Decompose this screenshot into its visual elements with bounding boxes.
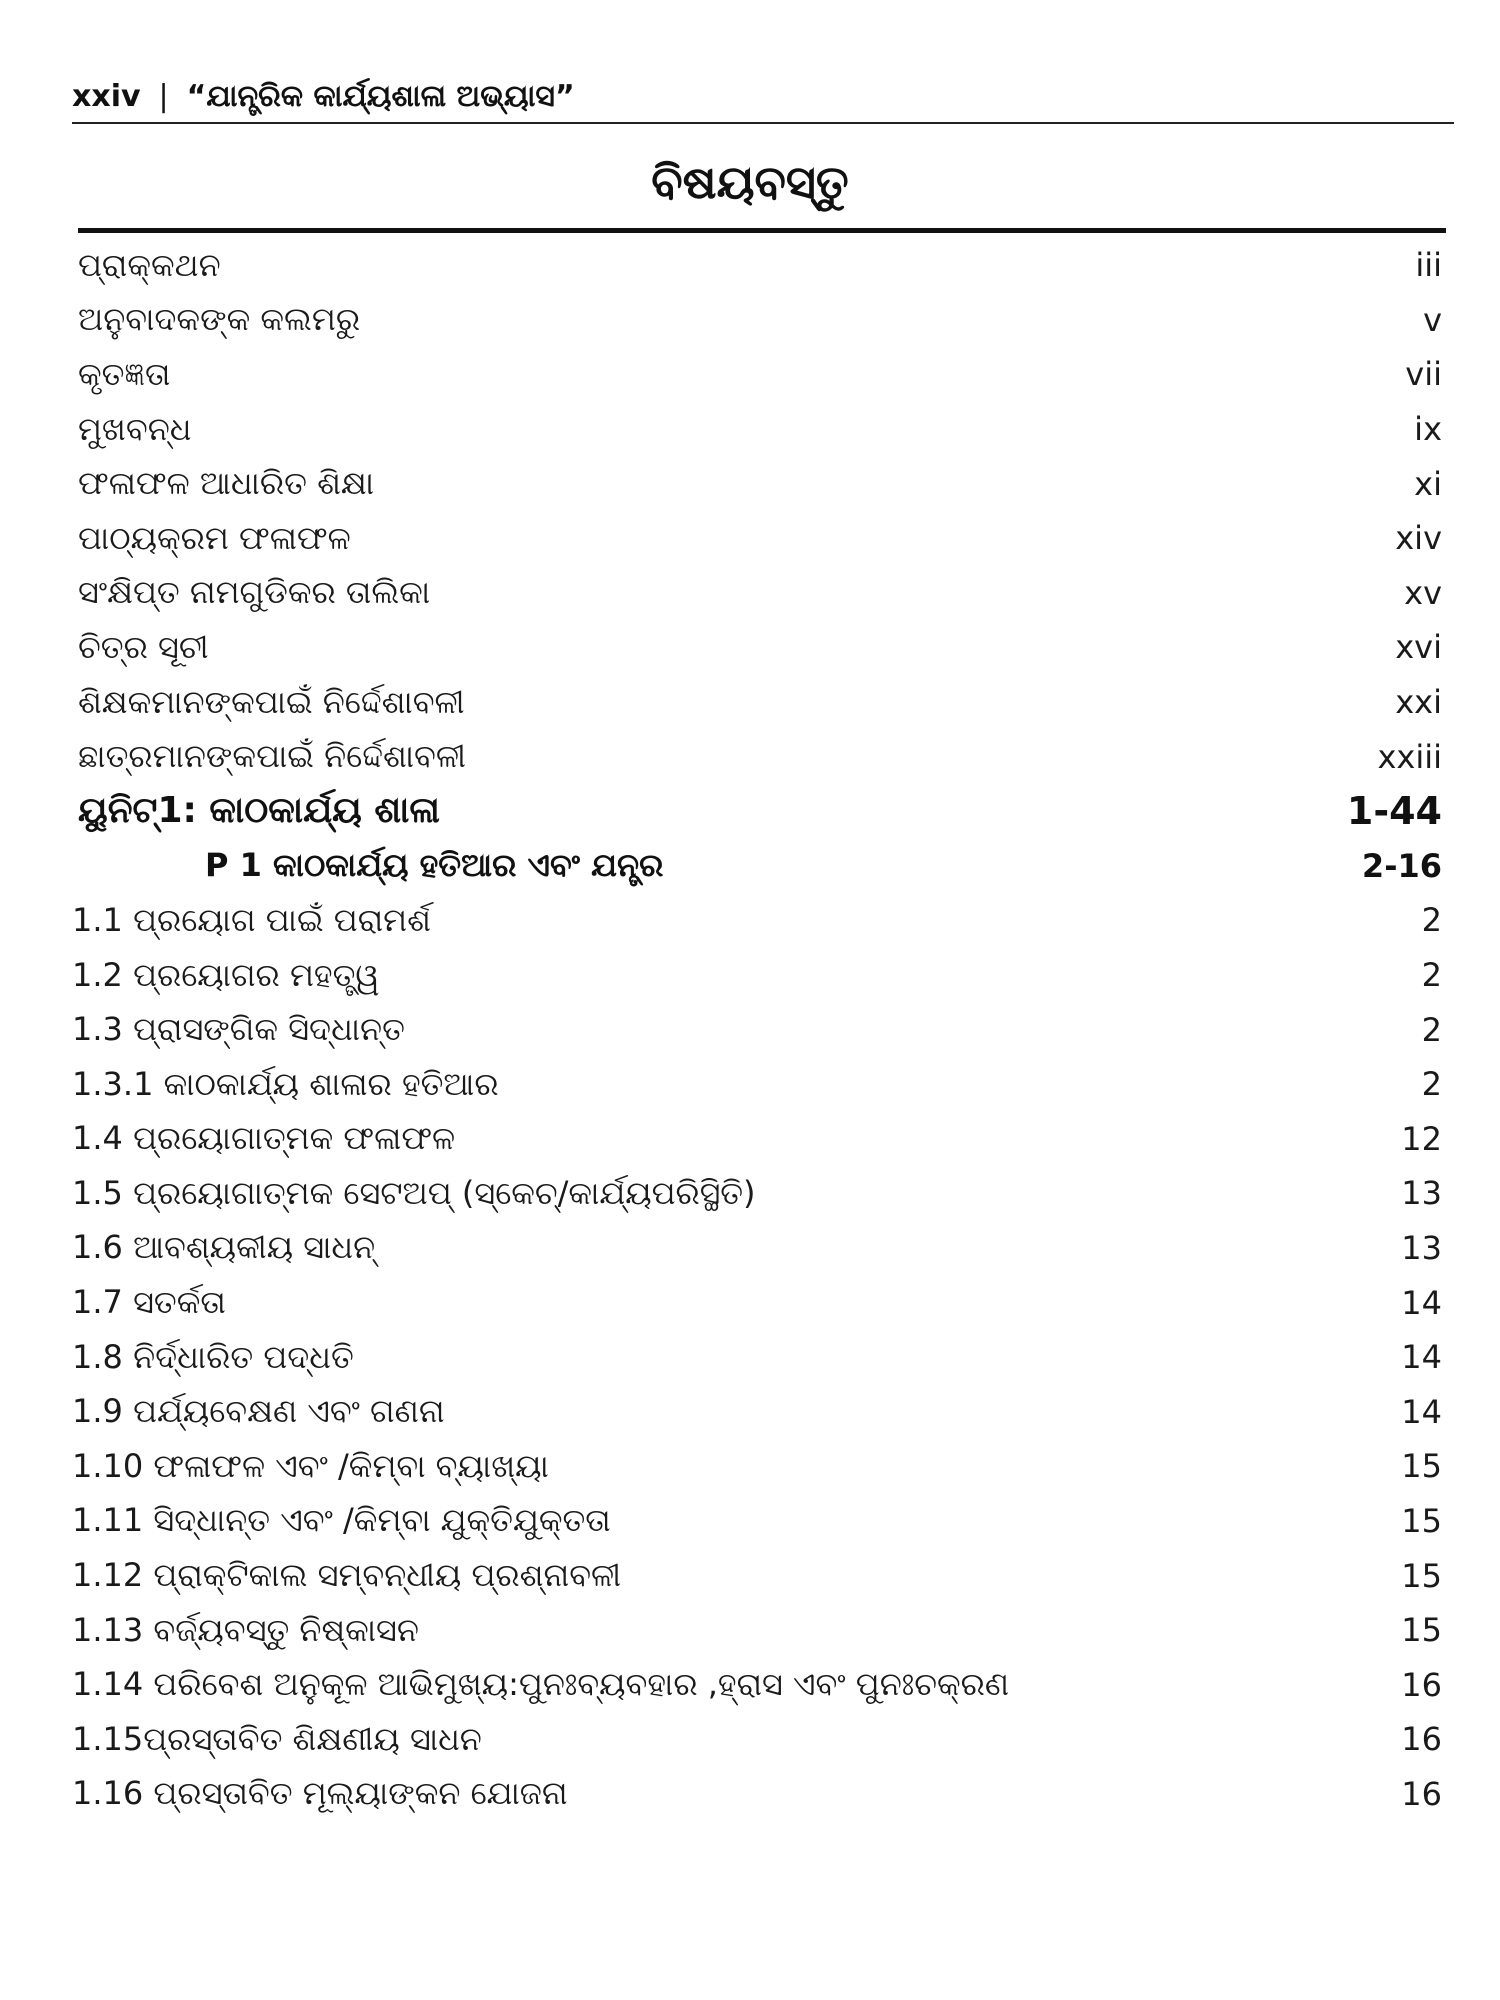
- toc-row-practical-1[interactable]: [0, 839, 1500, 894]
- toc-entry-label: ଛାତ୍ରମାନଙ୍କପାଇଁ ନିର୍ଦ୍ଦେଶାବଳୀ: [78, 737, 466, 776]
- toc-entry-label: 1.12 ପ୍ରାକ୍ଟିକାଲ ସମ୍ବନ୍ଧୀୟ ପ୍ରଶ୍ନାବଳୀ: [72, 1556, 622, 1595]
- toc-entry-page: xvi: [1395, 628, 1442, 667]
- toc-entry-page: 12: [1401, 1119, 1442, 1158]
- toc-entry-page: 2: [1421, 901, 1442, 940]
- toc-row-section-1-16[interactable]: [0, 1767, 1500, 1822]
- toc-row-section-1-5[interactable]: [0, 1166, 1500, 1221]
- toc-row-section-1-14[interactable]: [0, 1657, 1500, 1712]
- toc-entry-page: xv: [1404, 573, 1442, 612]
- toc-row-front-8[interactable]: [0, 620, 1500, 675]
- toc-entry-page: ix: [1414, 410, 1442, 449]
- toc-entry-page: xi: [1414, 464, 1442, 503]
- toc-entry-label: ସଂକ୍ଷିପ୍ତ ନାମଗୁଡିକର ତାଲିକା: [78, 573, 431, 612]
- toc-row-section-1-2[interactable]: [0, 948, 1500, 1003]
- header-rule: [72, 122, 1454, 124]
- toc-row-section-1-13[interactable]: [0, 1603, 1500, 1658]
- toc-entry-page: 2: [1421, 956, 1442, 995]
- title-rule: [78, 228, 1446, 233]
- toc-entry-page: 2: [1421, 1065, 1442, 1104]
- toc-entry-label: 1.11 ସିଦ୍ଧାନ୍ତ ଏବଂ /କିମ୍ବା ଯୁକ୍ତିଯୁକ୍ତତା: [72, 1501, 611, 1540]
- toc-entry-page: 13: [1401, 1174, 1442, 1213]
- running-header: [72, 72, 1452, 120]
- toc-entry-label: କୃତଜ୍ଞତା: [78, 354, 171, 393]
- toc-row-front-2[interactable]: [0, 293, 1500, 348]
- toc-row-section-1-9[interactable]: [0, 1384, 1500, 1439]
- toc-entry-page: 16: [1401, 1774, 1442, 1813]
- toc-entry-label: 1.1 ପ୍ରୟୋଗ ପାଇଁ ପରାମର୍ଶ: [72, 900, 431, 939]
- unit-heading-label: ୟୁନିଟ୍1: କାଠକାର୍ଯ୍ୟ ଶାଳା: [78, 790, 440, 832]
- toc-entry-page: 14: [1401, 1283, 1442, 1322]
- table-of-contents: [0, 238, 1500, 1821]
- toc-entry-label: ପ୍ରାକ୍କଥନ: [78, 245, 221, 284]
- toc-entry-label: ମୁଖବନ୍ଧ: [78, 409, 192, 448]
- toc-entry-page: 14: [1401, 1392, 1442, 1431]
- toc-entry-page: 15: [1401, 1611, 1442, 1650]
- toc-entry-label: 1.16 ପ୍ରସ୍ତାବିତ ମୂଲ୍ୟାଙ୍କନ ଯୋଜନା: [72, 1774, 568, 1813]
- toc-entry-page: 14: [1401, 1338, 1442, 1377]
- toc-entry-label: 1.3.1 କାଠକାର୍ଯ୍ୟ ଶାଳାର ହତିଆର: [72, 1064, 499, 1103]
- toc-row-section-1-7[interactable]: [0, 1275, 1500, 1330]
- toc-row-section-1-3[interactable]: [0, 1002, 1500, 1057]
- header-separator: |: [158, 78, 169, 114]
- toc-row-front-5[interactable]: [0, 456, 1500, 511]
- header-book-title: “ଯାନ୍ତ୍ରିକ କାର୍ଯ୍ୟଶାଳା ଅଭ୍ୟାସ”: [186, 78, 575, 114]
- toc-entry-label: ପାଠ୍ୟକ୍ରମ ଫଳାଫଳ: [78, 518, 351, 557]
- toc-row-front-10[interactable]: [0, 729, 1500, 784]
- toc-row-section-1-4[interactable]: [0, 1112, 1500, 1167]
- toc-entry-label: 1.15ପ୍ରସ୍ତାବିତ ଶିକ୍ଷଣୀୟ ସାଧନ: [72, 1719, 482, 1758]
- toc-row-section-1-3-1[interactable]: [0, 1057, 1500, 1112]
- toc-entry-page: 2: [1421, 1010, 1442, 1049]
- toc-entry-label: ଅନୁବାଦକଙ୍କ କଲମରୁ: [78, 300, 361, 339]
- toc-entry-label: 1.8 ନିର୍ଦ୍ଧାରିତ ପଦ୍ଧତି: [72, 1337, 354, 1376]
- toc-entry-label: 1.7 ସତର୍କତା: [72, 1283, 226, 1322]
- toc-entry-page: xxi: [1395, 683, 1442, 722]
- toc-row-front-1[interactable]: [0, 238, 1500, 293]
- toc-entry-page: xiv: [1395, 519, 1442, 558]
- toc-entry-label: 1.4 ପ୍ରୟୋଗାତ୍ମକ ଫଳାଫଳ: [72, 1119, 456, 1158]
- toc-entry-label: 1.3 ପ୍ରାସଙ୍ଗିକ ସିଦ୍ଧାନ୍ତ: [72, 1010, 405, 1049]
- toc-entry-page: v: [1423, 300, 1442, 339]
- toc-entry-label: 1.2 ପ୍ରୟୋଗର ମହତ୍ତ୍ୱ: [72, 955, 380, 994]
- toc-row-unit-1[interactable]: [0, 784, 1500, 839]
- toc-row-section-1-15[interactable]: [0, 1712, 1500, 1767]
- toc-title: ବିଷୟବସ୍ତୁ: [651, 155, 849, 209]
- toc-row-section-1-11[interactable]: [0, 1494, 1500, 1549]
- toc-entry-page: 15: [1401, 1447, 1442, 1486]
- toc-entry-page: 15: [1401, 1556, 1442, 1595]
- toc-entry-label: 1.10 ଫଳାଫଳ ଏବଂ /କିମ୍ବା ବ୍ୟାଖ୍ୟା: [72, 1446, 549, 1485]
- practical-heading-label: P 1 କାଠକାର୍ଯ୍ୟ ହତିଆର ଏବଂ ଯନ୍ତ୍ର: [205, 846, 664, 885]
- toc-entry-label: 1.13 ବର୍ଜ୍ୟବସ୍ତୁ ନିଷ୍କାସନ: [72, 1610, 419, 1649]
- toc-entry-page: 16: [1401, 1720, 1442, 1759]
- toc-entry-label: 1.14 ପରିବେଶ ଅନୁକୂଳ ଆଭିମୁଖ୍ୟ:ପୁନଃବ୍ୟବହାର ,ହ୍ରାସ ଏବଂ ପୁନଃଚକ୍ରଣ: [72, 1665, 1010, 1704]
- toc-row-section-1-12[interactable]: [0, 1548, 1500, 1603]
- toc-entry-label: ଫଳାଫଳ ଆଧାରିତ ଶିକ୍ଷା: [78, 464, 375, 503]
- toc-entry-page: xxiii: [1377, 737, 1442, 776]
- toc-row-front-9[interactable]: [0, 675, 1500, 730]
- toc-entry-page: vii: [1405, 355, 1442, 394]
- unit-heading-page: 1-44: [1346, 789, 1442, 834]
- toc-entry-page: 15: [1401, 1501, 1442, 1540]
- toc-entry-label: 1.9 ପର୍ଯ୍ୟବେକ୍ଷଣ ଏବଂ ଗଣନା: [72, 1392, 445, 1431]
- practical-heading-page: 2-16: [1361, 846, 1442, 885]
- toc-entry-page: 13: [1401, 1228, 1442, 1267]
- toc-entry-page: iii: [1415, 246, 1442, 285]
- toc-row-front-6[interactable]: [0, 511, 1500, 566]
- toc-row-section-1-8[interactable]: [0, 1330, 1500, 1385]
- toc-row-section-1-10[interactable]: [0, 1439, 1500, 1494]
- header-page-numeral: xxiv: [72, 78, 141, 114]
- toc-entry-label: 1.5 ପ୍ରୟୋଗାତ୍ମକ ସେଟଅପ୍ (ସ୍କେଚ୍/କାର୍ଯ୍ୟପରିସ୍ଥିତି): [72, 1173, 756, 1212]
- toc-row-front-3[interactable]: [0, 347, 1500, 402]
- toc-row-front-4[interactable]: [0, 402, 1500, 457]
- toc-row-section-1-6[interactable]: [0, 1221, 1500, 1276]
- toc-row-front-7[interactable]: [0, 566, 1500, 621]
- toc-entry-page: 16: [1401, 1665, 1442, 1704]
- toc-entry-label: ଚିତ୍ର ସୂଚୀ: [78, 627, 209, 666]
- toc-entry-label: ଶିକ୍ଷକମାନଙ୍କପାଇଁ ନିର୍ଦ୍ଦେଶାବଳୀ: [78, 682, 465, 721]
- toc-row-section-1-1[interactable]: [0, 893, 1500, 948]
- toc-entry-label: 1.6 ଆବଶ୍ୟକୀୟ ସାଧନ୍: [72, 1228, 376, 1267]
